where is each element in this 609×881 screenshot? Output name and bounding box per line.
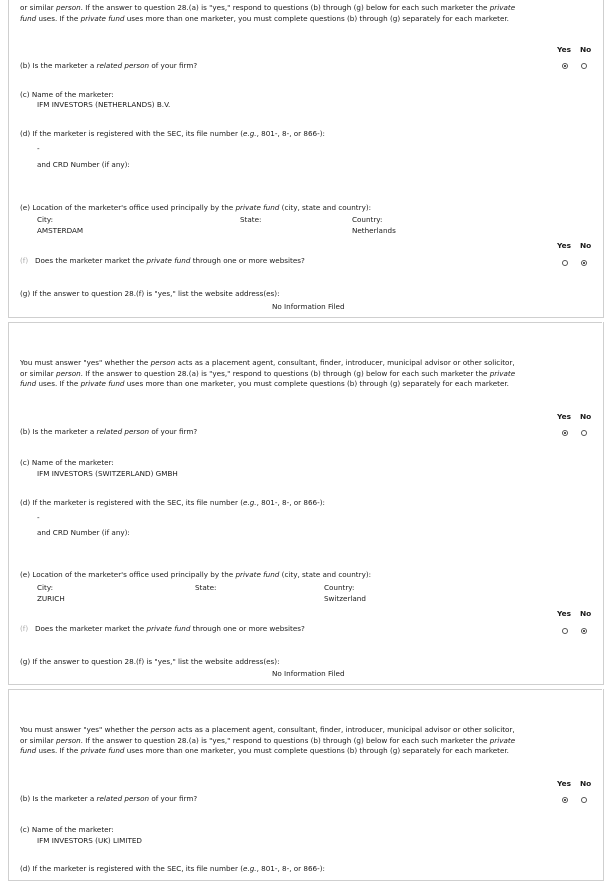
related-person-no-radio[interactable]: [581, 797, 587, 803]
city-value: ZURICH: [37, 594, 65, 603]
question-e: (e) Location of the marketer's office used principally by the private fund (city, state and country):: [20, 570, 372, 579]
yes-header: Yes: [557, 609, 572, 618]
country-label: Country:: [324, 583, 355, 592]
related-person-no-radio[interactable]: [581, 430, 587, 436]
sec-file-number: -: [37, 144, 40, 153]
city-label: City:: [37, 215, 53, 224]
websites-yes-radio[interactable]: [562, 260, 568, 266]
related-person-yes-radio[interactable]: [562, 63, 568, 69]
marketer-name: IFM INVESTORS (UK) LIMITED: [37, 836, 142, 845]
websites-no-radio[interactable]: [581, 260, 587, 266]
crd-number-label: and CRD Number (if any):: [37, 528, 130, 537]
no-header: No: [580, 241, 592, 250]
question-f: (f) Does the marketer market the private fund through one or more websites?: [20, 256, 305, 265]
marketer-section-3: [8, 689, 604, 881]
section-1-instructions: or similar person. If the answer to question 28.(a) is "yes," respond to questions (b) through (g) below for each such marketer the private fund uses. If the private fund uses more than one marketer, you must complete questions (b) through (g) separately for each marketer.: [20, 3, 516, 23]
website-addresses: No Information Filed: [272, 669, 345, 678]
country-value: Switzerland: [324, 594, 366, 603]
websites-yes-radio[interactable]: [562, 628, 568, 634]
question-g: (g) If the answer to question 28.(f) is "yes," list the website address(es):: [20, 657, 280, 666]
question-f: (f) Does the marketer market the private fund through one or more websites?: [20, 624, 305, 633]
question-b: (b) Is the marketer a related person of your firm?: [20, 427, 198, 436]
question-b: (b) Is the marketer a related person of your firm?: [20, 794, 198, 803]
yes-header: Yes: [557, 779, 572, 788]
question-g: (g) If the answer to question 28.(f) is "yes," list the website address(es):: [20, 289, 280, 298]
no-header: No: [580, 412, 592, 421]
question-c: (c) Name of the marketer:: [20, 825, 114, 834]
section-2-instructions: You must answer "yes" whether the person acts as a placement agent, consultant, finder, introducer, municipal advisor or other solicitor, or similar person. If the answer to question 28.(a) is "yes," respond to questions (b) through (g) below for each such marketer the private fund uses. If the private fund uses more than one marketer, you must complete questions (b) through (g) separately for each marketer.: [20, 358, 516, 388]
crd-number-label: and CRD Number (if any):: [37, 160, 130, 169]
question-d: (d) If the marketer is registered with the SEC, its file number (e.g., 801-, 8-, or 866-):: [20, 864, 325, 873]
question-d: (d) If the marketer is registered with the SEC, its file number (e.g., 801-, 8-, or 866-):: [20, 498, 325, 507]
section-3-instructions: You must answer "yes" whether the person acts as a placement agent, consultant, finder, introducer, municipal advisor or other solicitor, or similar person. If the answer to question 28.(a) is "yes," respond to questions (b) through (g) below for each such marketer the private fund uses. If the private fund uses more than one marketer, you must complete questions (b) through (g) separately for each marketer.: [20, 725, 516, 755]
question-d: (d) If the marketer is registered with the SEC, its file number (e.g., 801-, 8-, or 866-):: [20, 129, 325, 138]
country-value: Netherlands: [352, 226, 396, 235]
country-label: Country:: [352, 215, 383, 224]
state-label: State:: [240, 215, 262, 224]
websites-no-radio[interactable]: [581, 628, 587, 634]
related-person-no-radio[interactable]: [581, 63, 587, 69]
city-label: City:: [37, 583, 53, 592]
website-addresses: No Information Filed: [272, 302, 345, 311]
related-person-yes-radio[interactable]: [562, 797, 568, 803]
sec-file-number: -: [37, 513, 40, 522]
no-header: No: [580, 779, 592, 788]
marketer-name: IFM INVESTORS (SWITZERLAND) GMBH: [37, 469, 178, 478]
related-person-yes-radio[interactable]: [562, 430, 568, 436]
state-label: State:: [195, 583, 217, 592]
question-b: (b) Is the marketer a related person of your firm?: [20, 61, 198, 70]
no-header: No: [580, 609, 592, 618]
no-header: No: [580, 45, 592, 54]
marketer-section-1: [8, 0, 604, 318]
yes-header: Yes: [557, 412, 572, 421]
yes-header: Yes: [557, 45, 572, 54]
city-value: AMSTERDAM: [37, 226, 84, 235]
yes-header: Yes: [557, 241, 572, 250]
question-e: (e) Location of the marketer's office used principally by the private fund (city, state and country):: [20, 203, 372, 212]
question-c: (c) Name of the marketer:: [20, 458, 114, 467]
marketer-name: IFM INVESTORS (NETHERLANDS) B.V.: [37, 100, 171, 109]
question-c: (c) Name of the marketer:: [20, 90, 114, 99]
